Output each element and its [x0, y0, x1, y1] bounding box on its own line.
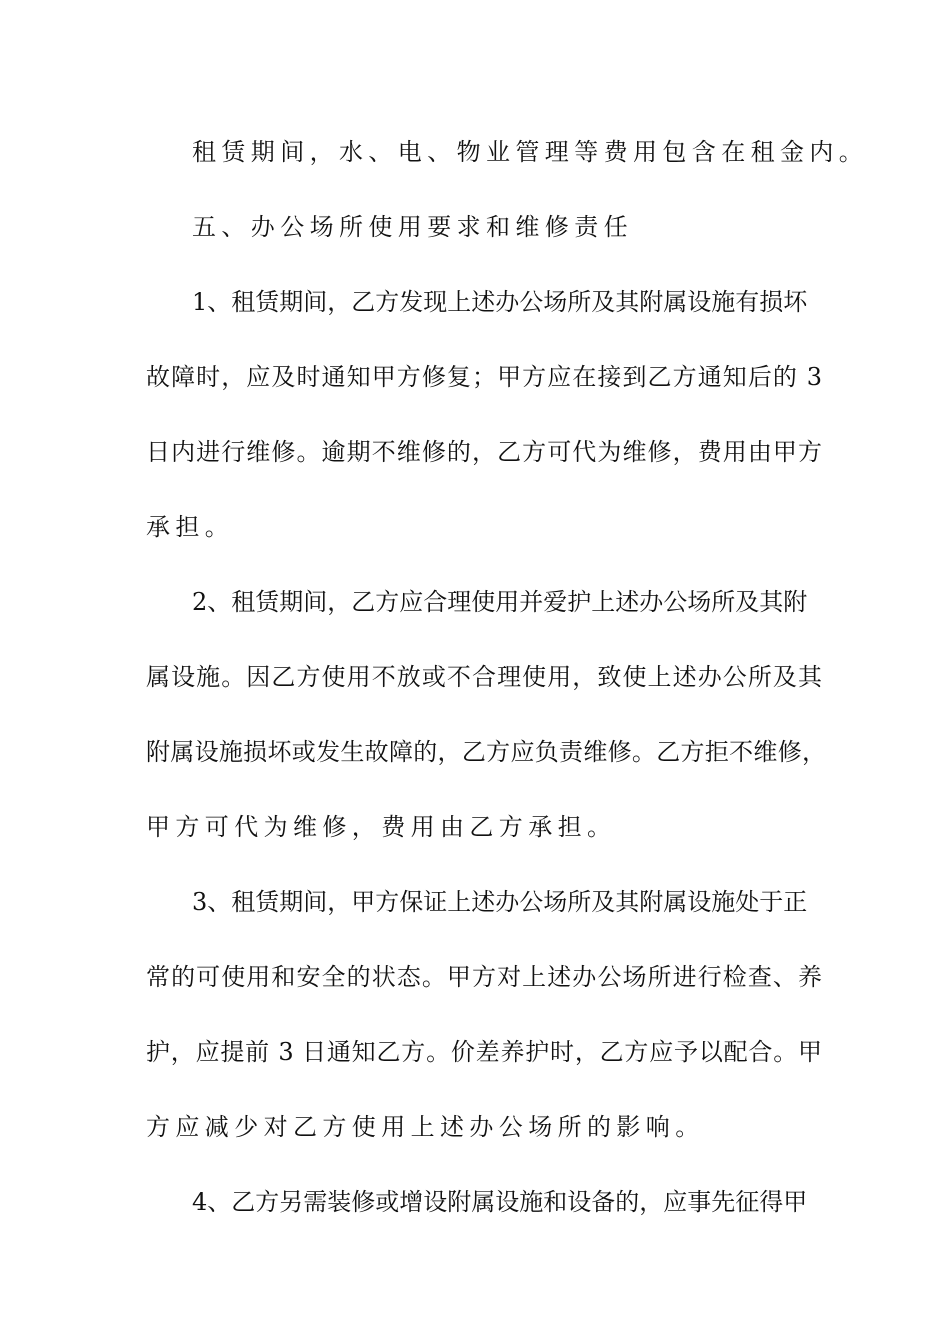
paragraph-line: 常的可使用和安全的状态。甲方对上述办公场所进行检查、养	[146, 963, 822, 991]
paragraph-line: 护，应提前 3 日通知乙方。价差养护时，乙方应予以配合。甲	[146, 1038, 822, 1066]
paragraph-line: 租赁期间，水、电、物业管理等费用包含在租金内。	[192, 138, 869, 166]
paragraph-line: 3、租赁期间，甲方保证上述办公场所及其附属设施处于正	[192, 888, 808, 916]
paragraph-line: 2、租赁期间，乙方应合理使用并爱护上述办公场所及其附	[192, 588, 808, 616]
paragraph-line: 承担。	[146, 513, 235, 541]
paragraph-line: 附属设施损坏或发生故障的，乙方应负责维修。乙方拒不维修，	[146, 738, 826, 766]
paragraph-line: 属设施。因乙方使用不放或不合理使用，致使上述办公所及其	[146, 663, 822, 691]
paragraph-line: 甲方可代为维修，费用由乙方承担。	[146, 813, 617, 841]
section-heading: 五、办公场所使用要求和维修责任	[192, 213, 633, 241]
paragraph-line: 故障时，应及时通知甲方修复；甲方应在接到乙方通知后的 3	[146, 363, 822, 391]
paragraph-line: 方应减少对乙方使用上述办公场所的影响。	[146, 1113, 705, 1141]
paragraph-line: 1、租赁期间，乙方发现上述办公场所及其附属设施有损坏	[192, 288, 808, 316]
paragraph-line: 日内进行维修。逾期不维修的，乙方可代为维修，费用由甲方	[146, 438, 822, 466]
paragraph-line: 4、乙方另需装修或增设附属设施和设备的，应事先征得甲	[192, 1188, 808, 1216]
